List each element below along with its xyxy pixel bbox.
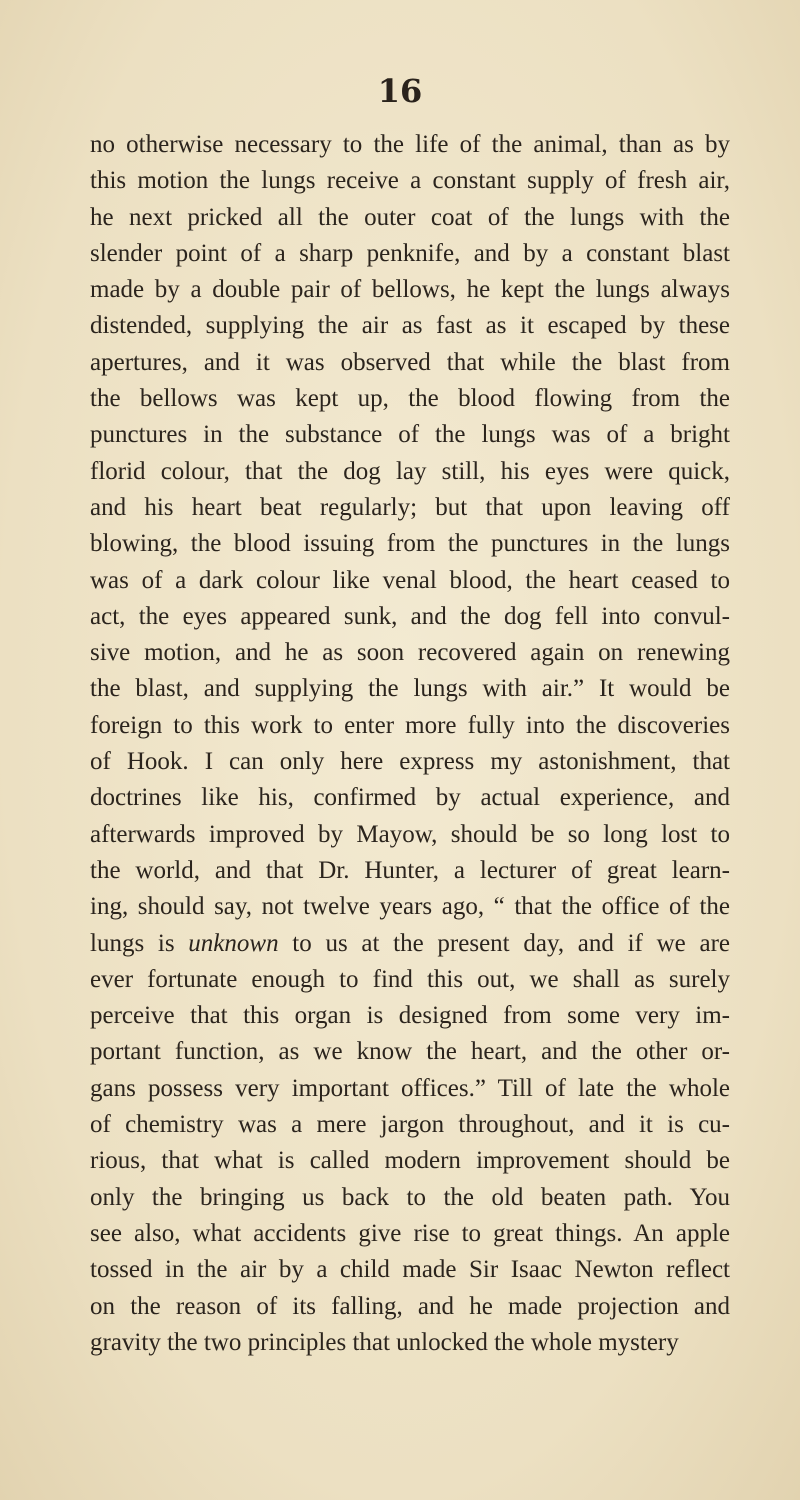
line-text: sive motion, and he as soon recovered again on renewing — [90, 639, 730, 667]
text-line — [90, 962, 730, 998]
text-line — [90, 236, 730, 272]
text-line — [90, 599, 730, 635]
line-text: distended, supplying the air as fast as it escaped by these — [90, 312, 730, 340]
body-text — [90, 127, 730, 1361]
text-line — [90, 1325, 730, 1361]
text-line — [90, 454, 730, 490]
text-line — [90, 853, 730, 889]
line-text: slender point of a sharp penknife, and by a constant blast — [90, 239, 730, 267]
text-line — [90, 998, 730, 1034]
line-text: this motion the lungs receive a constant supply of fresh air, — [90, 167, 730, 195]
line-text: gans possess very important offices.” Till of late the whole — [90, 1074, 730, 1102]
line-text: ing, should say, not twelve years ago, “ that the office of the — [90, 893, 730, 921]
text-line — [90, 345, 730, 381]
text-line — [90, 272, 730, 308]
line-text: the blast, and supplying the lungs with air.” It would be — [90, 675, 730, 703]
line-text: on the reason of its falling, and he made projection and — [90, 1292, 730, 1320]
text-line — [90, 744, 730, 780]
line-text: florid colour, that the dog lay still, his eyes were quick, — [90, 457, 730, 485]
text-line — [90, 1180, 730, 1216]
text-line — [90, 817, 730, 853]
line-text: apertures, and it was observed that while the blast from — [90, 348, 730, 376]
line-text: foreign to this work to enter more fully into the discoveries — [90, 711, 730, 739]
line-text: see also, what accidents give rise to great things. An apple — [90, 1219, 730, 1247]
text-line — [90, 889, 730, 925]
emphasized-text: unknown — [188, 929, 279, 957]
line-text: of chemistry was a mere jargon throughout, and it is cu- — [90, 1111, 730, 1139]
text-line — [90, 708, 730, 744]
text-line — [90, 417, 730, 453]
line-text: afterwards improved by Mayow, should be so long lost to — [90, 820, 730, 848]
line-text: act, the eyes appeared sunk, and the dog fell into convul- — [90, 602, 730, 630]
line-text: was of a dark colour like venal blood, the heart ceased to — [90, 566, 730, 594]
text-line — [90, 926, 730, 962]
line-text: made by a double pair of bellows, he kept the lungs always — [90, 276, 730, 304]
line-text: no otherwise necessary to the life of the animal, than as by — [90, 131, 730, 158]
text-line — [90, 1071, 730, 1107]
line-text: portant function, as we know the heart, and the other or- — [90, 1038, 730, 1066]
line-text: the world, and that Dr. Hunter, a lecturer of great learn- — [90, 856, 730, 884]
text-line — [90, 200, 730, 236]
text-line — [90, 490, 730, 526]
text-line — [90, 1216, 730, 1252]
line-text: of Hook. I can only here express my astonishment, that — [90, 748, 730, 776]
line-text: only the bringing us back to the old beaten path. You — [90, 1183, 730, 1211]
line-text: to us at the present day, and if we are — [278, 929, 730, 957]
line-text: lungs is — [90, 929, 189, 957]
text-line — [90, 1034, 730, 1070]
line-text: punctures in the substance of the lungs was of a bright — [90, 421, 730, 449]
text-line — [90, 671, 730, 707]
line-text: gravity the two principles that unlocked the whole mystery — [90, 1328, 679, 1356]
line-text: he next pricked all the outer coat of the lungs with the — [90, 203, 730, 231]
line-text: and his heart beat regularly; but that upon leaving off — [90, 493, 730, 521]
text-line — [90, 635, 730, 671]
text-line — [90, 127, 730, 163]
text-line — [90, 1143, 730, 1179]
text-line — [90, 381, 730, 417]
line-text: doctrines like his, confirmed by actual experience, and — [90, 784, 730, 812]
text-line — [90, 780, 730, 816]
line-text: tossed in the air by a child made Sir Isaac Newton reflect — [90, 1256, 730, 1284]
line-text: the bellows was kept up, the blood flowing from the — [90, 385, 730, 413]
line-text: rious, that what is called modern improvement should be — [90, 1147, 730, 1175]
line-text: ever fortunate enough to find this out, we shall as surely — [90, 965, 730, 993]
text-line — [90, 1252, 730, 1288]
line-text: blowing, the blood issuing from the punctures in the lungs — [90, 530, 730, 558]
line-text: perceive that this organ is designed from some very im- — [90, 1002, 730, 1030]
text-line — [90, 163, 730, 199]
text-line — [90, 1289, 730, 1325]
text-line — [90, 526, 730, 562]
page-number: 16 — [377, 72, 423, 110]
text-line — [90, 1107, 730, 1143]
text-line — [90, 563, 730, 599]
text-line — [90, 308, 730, 344]
